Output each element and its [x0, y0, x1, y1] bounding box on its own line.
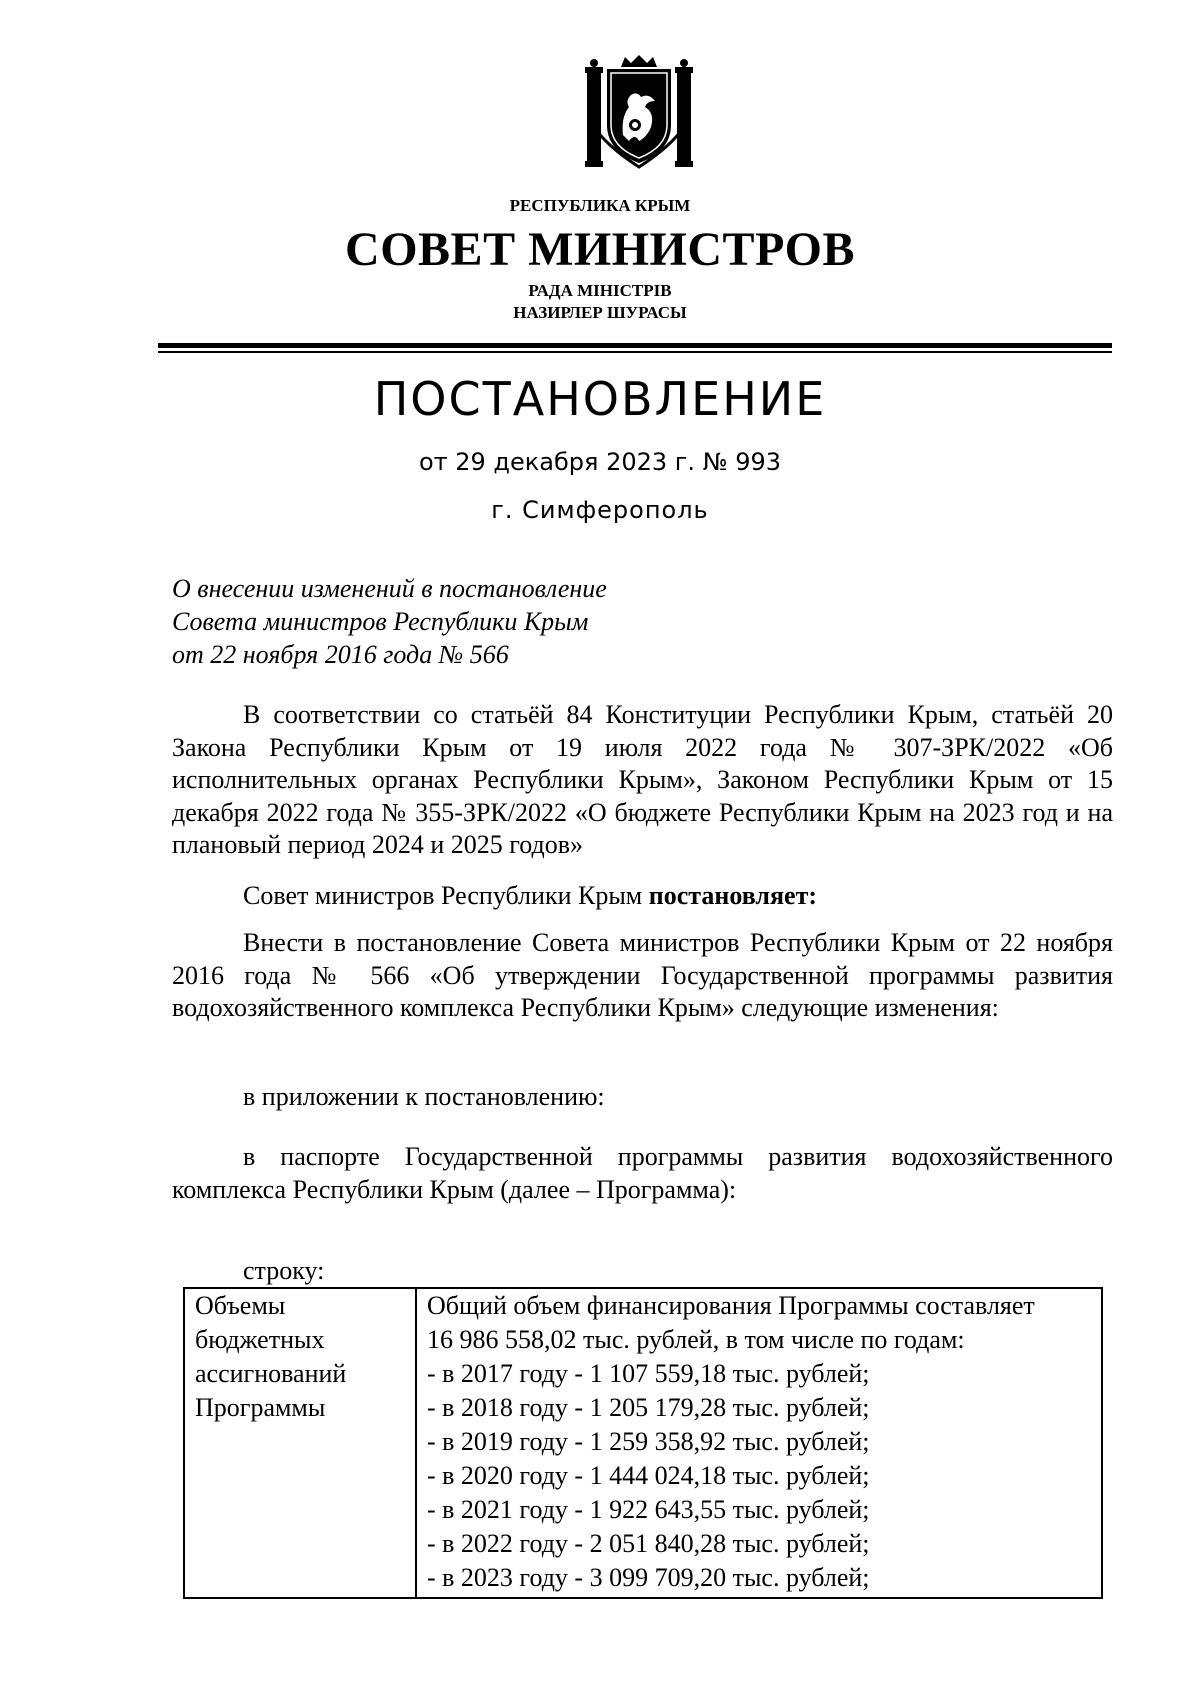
document-type: ПОСТАНОВЛЕНИЕ	[373, 372, 827, 426]
council-name: СОВЕТ МИНИСТРОВ	[345, 223, 855, 276]
funding-table	[183, 1287, 1103, 1599]
value-line: - в 2023 году - 3 099 709,20 тыс. рублей;	[427, 1563, 870, 1592]
passport-paragraph: в паспорте Государственной программы развития водохозяйственного комплекса Республики Крым (далее – Программа):	[172, 1142, 1113, 1204]
value-line: - в 2020 году - 1 444 024,18 тыс. рублей;	[427, 1461, 870, 1490]
council-name-ukrainian: РАДА МІНІСТРІВ	[528, 281, 672, 300]
value-line: 16 986 558,02 тыс. рублей, в том числе по годам:	[427, 1325, 965, 1354]
value-line: - в 2019 году - 1 259 358,92 тыс. рублей;	[427, 1427, 870, 1456]
value-line: - в 2018 году - 1 205 179,28 тыс. рублей;	[427, 1393, 870, 1422]
label-line: Объемы	[195, 1291, 286, 1320]
value-line: - в 2021 году - 1 922 643,55 тыс. рублей;	[427, 1495, 870, 1524]
row-paragraph: строку:	[243, 1256, 325, 1285]
document-date-number: от 29 декабря 2023 г. № 993	[418, 448, 782, 476]
value-line: - в 2017 году - 1 107 559,18 тыс. рублей;	[427, 1359, 870, 1388]
republic-name: РЕСПУБЛИКА КРЫМ	[509, 196, 691, 215]
resolves-paragraph	[172, 880, 1113, 913]
subject-line: О внесении изменений в постановление	[172, 574, 607, 603]
label-line: Программы	[195, 1393, 326, 1422]
amendment-paragraph: Внести в постановление Совета министров Республики Крым от 22 ноября 2016 года № 566 «Об утверждении Государственной программы развития водохозяйственного комплекса Республики Крым» следующие изменения:	[172, 928, 1113, 1023]
subject-line: Совета министров Республики Крым	[172, 607, 589, 636]
appendix-paragraph: в приложении к постановлению:	[243, 1082, 605, 1111]
header-divider-thin	[158, 351, 1112, 353]
label-line: бюджетных	[195, 1325, 325, 1354]
subject-line: от 22 ноября 2016 года № 566	[172, 640, 509, 669]
table-cell-label	[184, 1288, 416, 1598]
resolves-keyword: постановляет:	[648, 881, 818, 910]
preamble-paragraph: В соответствии со статьёй 84 Конституции Республики Крым, статьёй 20 Закона Республики Крым от 19 июля 2022 года № 307-ЗРК/2022 «Об исполнительных органах Республики Крым», Законом Республики Крым от 15 декабря 2022 года № 355-ЗРК/2022 «О бюджете Республики Крым на 2023 год и на плановый период 2024 и 2025 годов»	[172, 700, 1113, 860]
council-name-crimean-tatar: НАЗИРЛЕР ШУРАСЫ	[513, 303, 687, 322]
label-line: ассигнований	[195, 1359, 347, 1388]
document-city: г. Симферополь	[491, 496, 709, 524]
document-subject	[172, 572, 692, 671]
resolves-text: Совет министров Республики Крым	[243, 881, 649, 910]
coat-of-arms-icon	[585, 55, 693, 173]
value-line: - в 2022 году - 2 051 840,28 тыс. рублей;	[427, 1529, 870, 1558]
table-row	[184, 1288, 1102, 1598]
header-divider-thick	[158, 343, 1112, 348]
table-cell-value	[416, 1288, 1102, 1598]
value-line: Общий объем финансирования Программы составляет	[427, 1291, 1035, 1320]
